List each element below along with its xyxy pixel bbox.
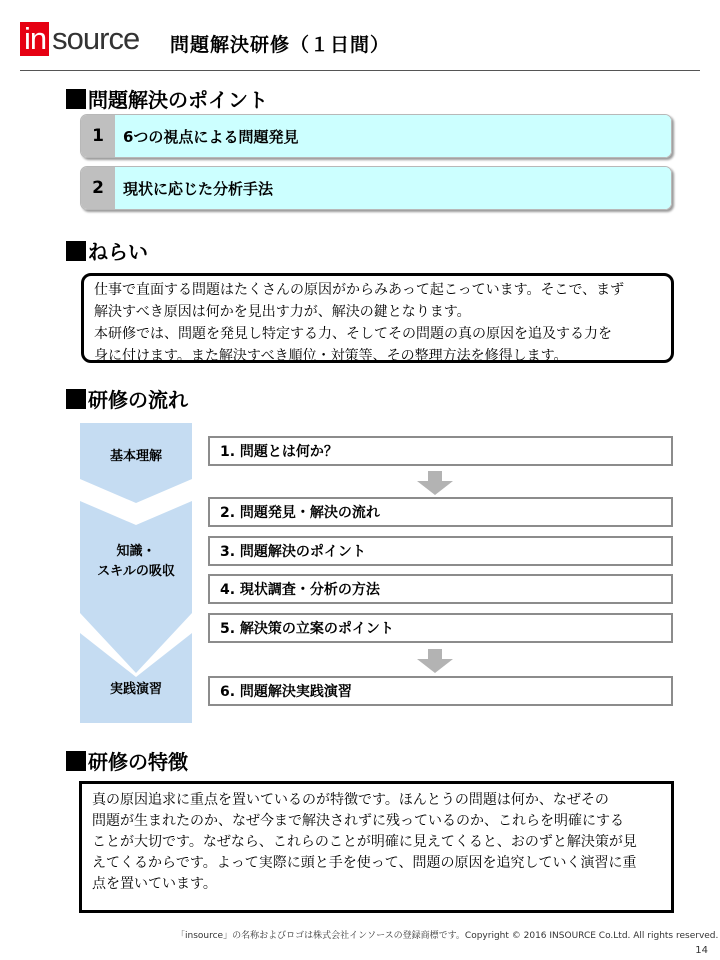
- flow-step-1: 1. 問題とは何か？: [208, 436, 673, 466]
- flow-step-2: 2. 問題発見・解決の流れ: [208, 497, 673, 527]
- features-heading: [66, 746, 188, 775]
- copyright-note: 「insource」の名称およびロゴは株式会社インソースの登録商標です。Copyright © 2016 INSOURCE Co.Ltd. All rights reserved.: [176, 931, 719, 941]
- header-divider: [20, 70, 700, 71]
- down-arrow-icon: [417, 471, 453, 495]
- aim-line: 本研修では、問題を発見し特定する力、そしてその問題の真の原因を追及する力を: [94, 326, 612, 342]
- insource-logo: [20, 22, 139, 56]
- heading-square-icon: [66, 89, 86, 109]
- point-label: 現状に応じた分析手法: [115, 167, 671, 209]
- feature-line: 真の原因追求に重点を置いているのが特徴です。ほんとうの問題は何か、なぜその: [92, 792, 609, 808]
- stage-label-practice: 実践演習: [109, 682, 162, 697]
- heading-square-icon: [66, 241, 86, 261]
- page-number: 14: [695, 945, 708, 956]
- aim-line: 解決すべき原因は何かを見出す力が、解決の鍵となります。: [94, 304, 471, 320]
- point-label: 6つの視点による問題発見: [115, 115, 671, 157]
- feature-line: えてくるからです。よって実際に頭と手を使って、問題の原因を追究していく演習に重: [92, 855, 637, 871]
- logo-in-mark: in: [20, 22, 49, 56]
- flow-step-3: 3. 問題解決のポイント: [208, 536, 673, 566]
- point-item-2: [80, 166, 672, 210]
- stage-label-skills-2: スキルの吸収: [97, 564, 175, 579]
- page-title: 問題解決研修（１日間）: [170, 34, 391, 56]
- feature-line: 点を置いています。: [92, 876, 217, 892]
- aim-line: 身に付けます。また解決すべき順位・対策等、その整理方法を修得します。: [94, 348, 568, 364]
- heading-square-icon: [66, 389, 86, 409]
- points-heading-text: 問題解決のポイント: [88, 88, 268, 112]
- flow-step-6: 6. 問題解決実践演習: [208, 676, 673, 706]
- stage-label-basic: 基本理解: [109, 449, 162, 464]
- aim-text-box: [81, 273, 674, 363]
- features-text-box: [79, 781, 674, 913]
- down-arrow-icon: [417, 649, 453, 673]
- points-heading: [66, 84, 268, 113]
- features-heading-text: 研修の特徴: [88, 750, 188, 774]
- logo-source-text: source: [52, 21, 140, 56]
- aim-line: 仕事で直面する問題はたくさんの原因がからみあって起こっています。そこで、まず: [94, 282, 625, 298]
- feature-line: ことが大切です。なぜなら、これらのことが明確に見えてくると、おのずと解決策が見: [92, 834, 637, 850]
- point-item-1: [80, 114, 672, 158]
- aim-heading: [66, 236, 148, 265]
- flow-step-5: 5. 解決策の立案のポイント: [208, 613, 673, 643]
- flow-stage-column: [80, 423, 192, 723]
- aim-heading-text: ねらい: [88, 240, 148, 264]
- feature-line: 問題が生まれたのか、なぜ今まで解決されずに残っているのか、これらを明確にする: [92, 813, 624, 829]
- point-number: 1: [81, 115, 115, 157]
- heading-square-icon: [66, 751, 86, 771]
- stage-label-skills-1: 知識・: [116, 544, 156, 559]
- point-number: 2: [81, 167, 115, 209]
- flow-step-4: 4. 現状調査・分析の方法: [208, 574, 673, 604]
- flow-heading-text: 研修の流れ: [88, 388, 188, 412]
- flow-heading: [66, 384, 188, 413]
